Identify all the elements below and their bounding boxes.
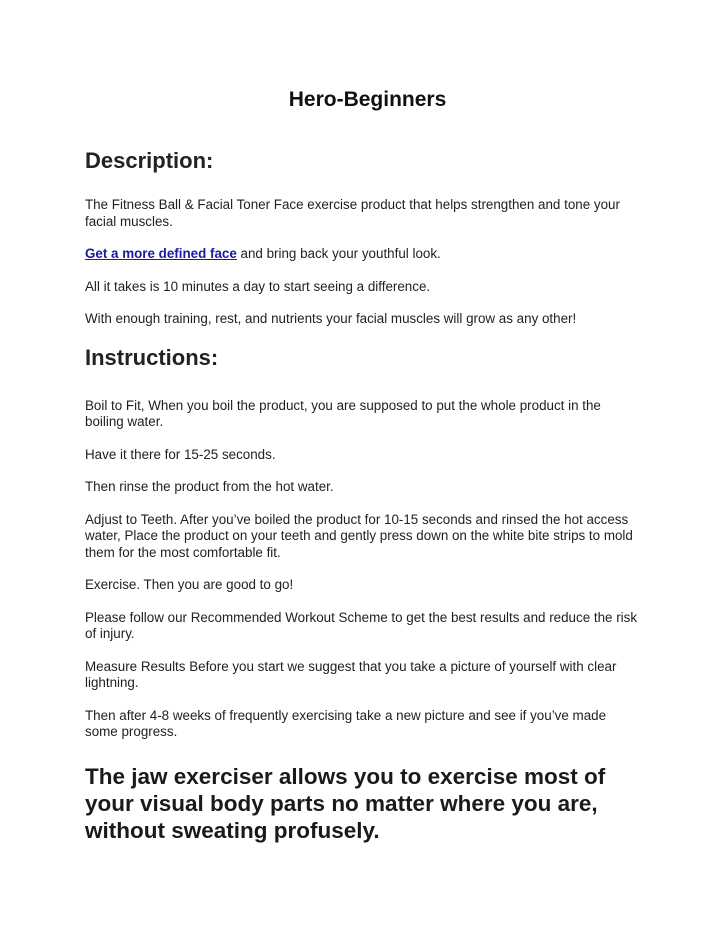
description-link-paragraph (85, 246, 640, 263)
instruction-paragraph: Please follow our Recommended Workout Scheme to get the best results and reduce the risk of injury. (85, 609, 638, 641)
instruction-paragraph: Measure Results Before you start we suggest that you take a picture of yourself with clear lightning. (85, 658, 617, 690)
defined-face-link[interactable]: Get a more defined face (85, 246, 237, 261)
document-title: Hero-Beginners (288, 88, 447, 111)
instruction-paragraph: Then after 4-8 weeks of frequently exercising take a new picture and see if you’ve made some progress. (85, 707, 607, 739)
instruction-paragraph: Then rinse the product from the hot water. (85, 479, 334, 494)
description-section (85, 197, 640, 328)
description-paragraph: All it takes is 10 minutes a day to start seeing a difference. (85, 278, 431, 294)
instructions-section (85, 398, 640, 741)
instruction-paragraph: Exercise. Then you are good to go! (85, 577, 294, 592)
instructions-heading: Instructions: (85, 344, 219, 370)
description-heading: Description: (85, 148, 214, 173)
description-paragraph: The Fitness Ball & Facial Toner Face exercise product that helps strengthen and tone your facial muscles. (85, 197, 620, 229)
link-paragraph-text: and bring back your youthful look. (236, 246, 441, 261)
description-paragraph: With enough training, rest, and nutrients your facial muscles will grow as any other! (85, 311, 577, 326)
instruction-paragraph: Boil to Fit, When you boil the product, you are supposed to put the whole product in the boiling water. (85, 397, 601, 429)
closing-statement: The jaw exerciser allows you to exercise most of your visual body parts no matter where you are, without sweating profusely. (85, 763, 606, 843)
instruction-paragraph: Adjust to Teeth. After you’ve boiled the product for 10-15 seconds and rinsed the hot access water, Place the product on your teeth and gently press down on the white bite strips to mold them for the most comfortable fit. (85, 511, 633, 560)
instruction-paragraph: Have it there for 15-25 seconds. (85, 446, 276, 462)
